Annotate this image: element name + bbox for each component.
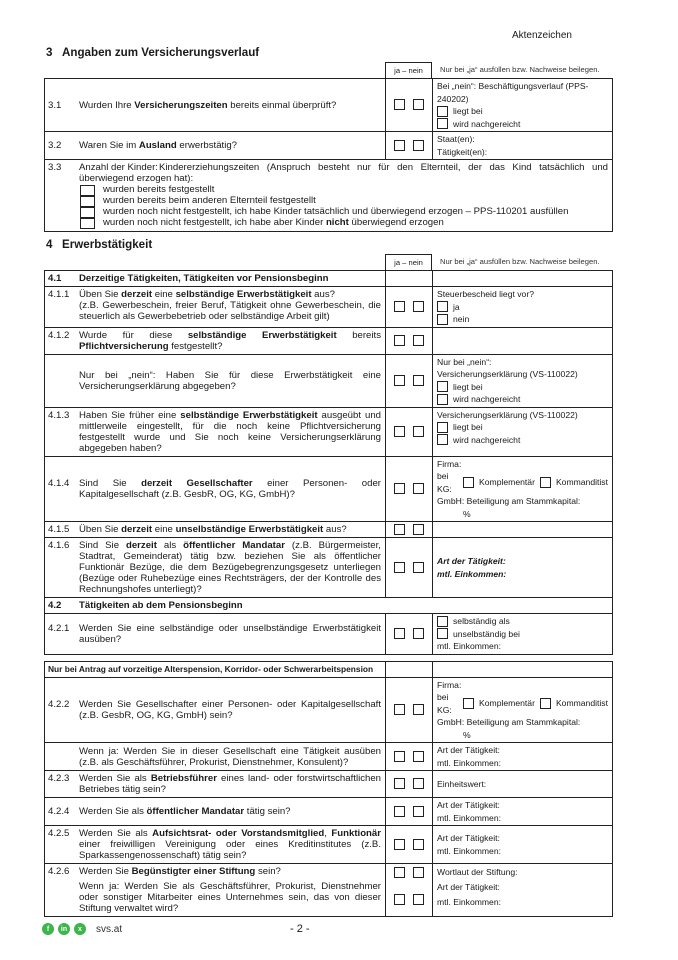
option-label: wurden bereits festgestellt [103,184,215,196]
right-label: Nur bei „nein“: [437,356,492,367]
linkedin-icon[interactable]: in [58,923,70,935]
kinder-option-checkbox[interactable] [80,185,95,196]
question-row-3-1 [45,79,613,132]
column-header [44,254,612,270]
right-label: Steuerbescheid liegt vor? [437,289,534,299]
ja-checkbox[interactable] [394,524,405,535]
ja-nein-header: ja – nein [385,62,432,78]
question-row-4-2-3 [45,771,613,798]
wird-nachgereicht-checkbox[interactable] [437,394,448,405]
q-bold: derzeit [121,289,153,300]
nein-checkbox[interactable] [413,751,424,762]
ja-checkbox[interactable] [394,628,405,639]
nein-checkbox[interactable] [413,704,424,715]
nein-checkbox[interactable] [413,562,424,573]
liegt-bei-checkbox[interactable] [437,422,448,433]
kommanditist-checkbox[interactable] [540,477,551,488]
nein-checkbox[interactable] [413,839,424,850]
ja-nein-header: ja – nein [385,254,432,270]
taetigkeiten-field[interactable]: Tätigkeit(en): [437,146,488,157]
nein-checkbox[interactable] [413,894,424,905]
q-text: aus? [323,524,347,535]
stammkapital-percent-field[interactable]: % [463,508,471,519]
nein-checkbox[interactable] [413,867,424,878]
question-number: 4.1.6 [48,540,70,551]
q-text: Werden Sie Gesellschafter einer Personen- oder Kapitalgesellschaft (z.B. GesbR, OG, KG, GmbH) sein? [79,698,381,721]
question-number: 4.2.1 [48,622,70,634]
q-text: Üben Sie [79,524,122,535]
q-text: festgestellt? [168,340,223,352]
section-4-1-table [44,270,613,655]
q-bold: öffentlicher Mandatar [183,540,285,551]
question-number: 4.2.4 [48,806,70,817]
option-label: Komplementär [479,477,535,488]
nein-checkbox[interactable] [413,301,424,312]
nein-checkbox[interactable] [413,426,424,437]
option-label: wird nachgereicht [453,118,521,129]
q-text: aus? [311,289,335,300]
selbstaendig-checkbox[interactable] [437,616,448,627]
option-label: liegt bei [453,106,483,116]
option-label: wurden noch nicht festgestellt, ich habe aber Kinder [103,217,326,229]
q-text: Wenn ja: Werden Sie als Geschäftsführer, Prokurist, Dienstnehmer oder sonstiger Mitarbeiter eines Unternehmes sein, das von dieser Stiftung verwaltet wird? [79,881,381,914]
q-text: Wenn ja: Werden Sie in dieser Gesellschaft eine Tätigkeit ausüben (z.B. als Geschäftsführer, Prokurist, Dienstnehmer, Konsulent)? [79,745,381,768]
nein-checkbox[interactable] [413,524,424,535]
option-label: wird nachgereicht [453,394,521,404]
liegt-bei-checkbox[interactable] [437,381,448,392]
option-label: unselbständig bei [453,628,520,639]
q-text: als [156,540,184,551]
komplementaer-checkbox[interactable] [463,698,474,709]
art-der-taetigkeit-field[interactable]: Art der Tätigkeit: [437,556,506,566]
question-row-4-2-1 [45,614,613,655]
q-text: Werden Sie eine selbständige oder unselbständige Erwerbstätigkeit ausüben? [79,622,381,645]
q-bold: selbständige Erwerbstätigkeit [187,329,337,341]
option-label: überwiegend erzogen [348,217,444,229]
kinder-option-checkbox[interactable] [80,218,95,229]
kinder-option-checkbox[interactable] [80,207,95,218]
q-text: Wurden Ihre [79,99,135,111]
question-row-4-1-3 [45,407,613,456]
q-text: Sind Sie [79,477,142,489]
facebook-icon[interactable]: f [42,923,54,935]
q-bold: derzeit [125,540,157,551]
q-text: erwerbstätig? [176,140,238,151]
q-bold: Ausland [138,140,177,151]
einkommen-field[interactable]: mtl. Einkommen: [437,845,501,856]
gmbh-label: GmbH: Beteiligung am Stammkapital: [437,717,581,727]
question-number: 3.3 [48,162,62,173]
section-3-table [44,78,613,232]
q-bold: Aufsichtsrat- oder Vorstandsmitglied [152,828,325,839]
komplementaer-checkbox[interactable] [463,477,474,488]
ja-checkbox[interactable] [394,562,405,573]
option-label: wird nachgereicht [453,434,521,445]
ja-checkbox[interactable] [394,806,405,817]
section-number: 3 [46,46,53,59]
kinder-option-checkbox[interactable] [80,196,95,207]
question-number: 4.1.4 [48,477,70,489]
q-text: Haben Sie früher eine [79,409,181,421]
question-row-4-1-4 [45,456,613,522]
firma-field[interactable]: Firma: [437,458,462,469]
q-text: Werden Sie als [79,806,147,817]
right-label: Versicherungserklärung (VS-110022) [437,369,578,379]
q-text: (z.B. Bürgermeister, Stadtrat, Gemeinderat) tätig bzw. beziehen Sie als öffentlicher Funktionär Bezüge, die dem Bezügebegrenzungsgesetz unterliegen (Bezüge oder Ruhebezüge eines Rechtsträgers, der der Kontrolle des Rechnungshofes unterliegt)? [79,540,381,595]
q-text: einer freiwilligen Vereinigung oder eines Kreditinstitutes (z.B. Sparkassengenossenschaft) tätig sein? [79,839,381,861]
art-der-taetigkeit-field[interactable]: Art der Tätigkeit: [437,882,500,892]
question-row-4-2-2-followup [45,743,613,771]
ja-checkbox[interactable] [394,335,405,346]
option-label: wurden noch nicht festgestellt, ich habe Kinder tatsächlich und überwiegend erzogen – PPS-110201 ausfüllen [103,206,569,218]
q-text: Wurde für diese [79,329,188,341]
ja-checkbox[interactable] [394,839,405,850]
note-header: Nur bei „ja“ ausfüllen bzw. Nachweise beilegen. [440,257,600,266]
ja-checkbox[interactable] [394,778,405,789]
q-text: Werden Sie als [79,828,153,839]
q-bold: Begünstigter einer Stiftung [131,866,256,877]
website-link[interactable]: svs.at [96,923,123,935]
kinder-count-label: Anzahl der Kinder: [79,162,158,173]
question-row-4-1-5 [45,522,613,538]
aktenzeichen-label: Aktenzeichen [511,30,572,41]
option-label: Komplementär [479,698,535,709]
wird-nachgereicht-checkbox[interactable] [437,118,448,129]
q-text: ausgeübt und mittlerweile eingestellt, für die noch keine Pflichtversicherung festgestellt wurde und Sie noch keine Versicherungserklärung abgegeben haben? [79,409,382,454]
ja-checkbox[interactable] [394,894,405,905]
option-label: nein [453,314,470,324]
nein-checkbox[interactable] [413,335,424,346]
steuerbescheid-ja-checkbox[interactable] [437,301,448,312]
q-bold: selbständige Erwerbstätigkeit [175,289,312,300]
ja-checkbox[interactable] [394,426,405,437]
nein-checkbox[interactable] [413,628,424,639]
option-label: liegt bei [453,381,483,392]
question-row-4-2-6 [45,864,613,917]
question-row-4-1-2-followup [45,354,613,407]
question-row-4-1-6 [45,538,613,598]
option-label: liegt bei [453,422,483,432]
q-text: Werden Sie als [79,773,151,784]
option-label: ja [453,301,460,312]
ja-checkbox[interactable] [394,483,405,494]
question-number: 4.2.3 [48,773,70,784]
q-bold: Betriebsführer [150,773,217,784]
ja-checkbox[interactable] [394,751,405,762]
q-text: eine [152,524,176,535]
question-number: 3.2 [48,140,62,151]
ja-checkbox[interactable] [394,301,405,312]
section-title-text: Angaben zum Versicherungsverlauf [62,46,260,59]
q-text: bereits [336,329,381,341]
q-text: Werden Sie [79,866,132,877]
ja-checkbox[interactable] [394,704,405,715]
kg-label: bei KG: [437,471,452,494]
ja-checkbox[interactable] [394,375,405,386]
section-4-2-early-table [44,661,613,918]
nein-checkbox[interactable] [413,375,424,386]
section-title-text: Erwerbstätigkeit [62,238,153,251]
q-text: sein? [255,866,281,877]
q-bold: öffentlicher Mandatar [146,806,245,817]
staaten-field[interactable]: Staat(en): [437,134,475,144]
wird-nachgereicht-checkbox[interactable] [437,434,448,445]
einkommen-field[interactable]: mtl. Einkommen: [437,568,507,579]
q-text: , [324,828,332,839]
q-text: Nur bei „nein“: Haben Sie für diese Erwerbstätigkeit eine Versicherungserklärung abgegeben? [79,369,381,392]
subsection-4-1-header [45,271,613,287]
ja-checkbox[interactable] [394,99,405,110]
einheitswert-field[interactable]: Einheitswert: [437,778,487,789]
question-number: 4.2.2 [48,698,70,710]
nein-checkbox[interactable] [413,806,424,817]
steuerbescheid-nein-checkbox[interactable] [437,314,448,325]
page-number: - 2 - [290,923,310,935]
option-bold: nicht [325,217,349,229]
option-label: Kommanditist [555,698,608,709]
section-3-title [44,46,612,60]
question-number: 4.1.2 [48,329,70,341]
art-der-taetigkeit-field[interactable]: Art der Tätigkeit: [437,800,500,810]
q-bold: derzeit [121,524,153,535]
question-number: 4.2.6 [48,866,70,877]
question-row-4-1-2 [45,327,613,354]
q-bold: selbständige Erwerbstätigkeit [180,409,318,421]
subsection-4-2-header [45,598,613,614]
gmbh-label: GmbH: Beteiligung am Stammkapital: [437,496,581,506]
subsection-title: Tätigkeiten ab dem Pensionsbeginn [79,600,243,611]
xing-icon[interactable]: x [74,923,86,935]
question-number: 4.1.3 [48,409,70,421]
kg-label: bei KG: [437,692,452,715]
question-row-4-2-4 [45,798,613,826]
nein-checkbox[interactable] [413,140,424,151]
q-text: einer Personen- oder Kapitalgesellschaft (z.B. GesbR, OG, KG, GmbH)? [79,477,381,500]
section-number: 4 [46,238,53,251]
q-text: (z.B. Gewerbeschein, freier Beruf, Tätigkeit ohne Gewerbeschein, die steuerlich als Gewerbebetrieb oder selbständige Arbeit gilt) [79,300,381,322]
right-label: Bei „nein“: Beschäftigungsverlauf (PPS-240202) [437,81,589,104]
ja-checkbox[interactable] [394,140,405,151]
subsection-number: 4.1 [48,273,62,284]
question-number: 4.1.1 [48,289,70,300]
subsection-title: Derzeitige Tätigkeiten, Tätigkeiten vor Pensionsbeginn [79,273,329,284]
question-number: 4.1.5 [48,524,70,535]
right-label: Versicherungserklärung (VS-110022) [437,409,578,420]
option-label: selbständig als [453,616,510,626]
option-label: Kommanditist [555,477,608,488]
question-row-4-2-2 [45,677,613,743]
einkommen-field[interactable]: mtl. Einkommen: [437,757,501,768]
q-text: Üben Sie [79,289,122,300]
question-row-3-2 [45,132,613,160]
q-text: Waren Sie im [79,140,139,151]
q-bold: derzeit Gesellschafter [141,477,253,489]
note-header: Nur bei „ja“ ausfüllen bzw. Nachweise beilegen. [440,65,600,74]
early-pension-note-row [45,661,613,677]
q-text: Kindererziehungszeiten (Anspruch besteht nur für den Elternteil, der das Kind tatsächlich und überwiegend erzogen hat): [79,162,608,184]
question-row-4-1-1 [45,287,613,328]
q-bold: Funktionär [331,828,381,839]
stammkapital-percent-field[interactable]: % [463,729,471,740]
q-text: eines land- oder forstwirtschaftlichen Betriebes tätig sein? [79,773,382,795]
einkommen-field[interactable]: mtl. Einkommen: [437,812,501,823]
ja-checkbox[interactable] [394,867,405,878]
question-row-3-3 [45,160,613,232]
kommanditist-checkbox[interactable] [540,698,551,709]
footer-social [42,923,122,935]
nein-checkbox[interactable] [413,99,424,110]
q-bold: Versicherungszeiten [134,99,228,111]
nein-checkbox[interactable] [413,483,424,494]
q-bold: unselbständige Erwerbstätigkeit [175,524,324,535]
question-row-4-2-5 [45,826,613,864]
early-pension-note: Nur bei Antrag auf vorzeitige Alterspension, Korridor- oder Schwerarbeitspension [45,661,386,677]
column-header [44,62,612,78]
q-text: tätig sein? [244,806,291,817]
einkommen-field[interactable]: mtl. Einkommen: [437,641,501,651]
firma-field[interactable]: Firma: [437,679,462,690]
q-text: bereits einmal überprüft? [227,99,337,111]
q-bold: Pflichtversicherung [79,340,169,352]
footer [44,921,612,937]
einkommen-field[interactable]: mtl. Einkommen: [437,897,501,907]
art-der-taetigkeit-field[interactable]: Art der Tätigkeit: [437,745,500,755]
q-text: eine [152,289,176,300]
unselbstaendig-checkbox[interactable] [437,628,448,639]
question-number: 3.1 [48,99,62,111]
q-text: Sind Sie [79,540,126,551]
option-label: wurden bereits beim anderen Elternteil festgestellt [103,195,316,207]
liegt-bei-checkbox[interactable] [437,106,448,117]
nein-checkbox[interactable] [413,778,424,789]
section-4-title [44,238,612,252]
subsection-number: 4.2 [48,600,62,611]
art-der-taetigkeit-field[interactable]: Art der Tätigkeit: [437,833,500,843]
question-number: 4.2.5 [48,828,70,839]
wortlaut-stiftung-field[interactable]: Wortlaut der Stiftung: [437,867,518,877]
